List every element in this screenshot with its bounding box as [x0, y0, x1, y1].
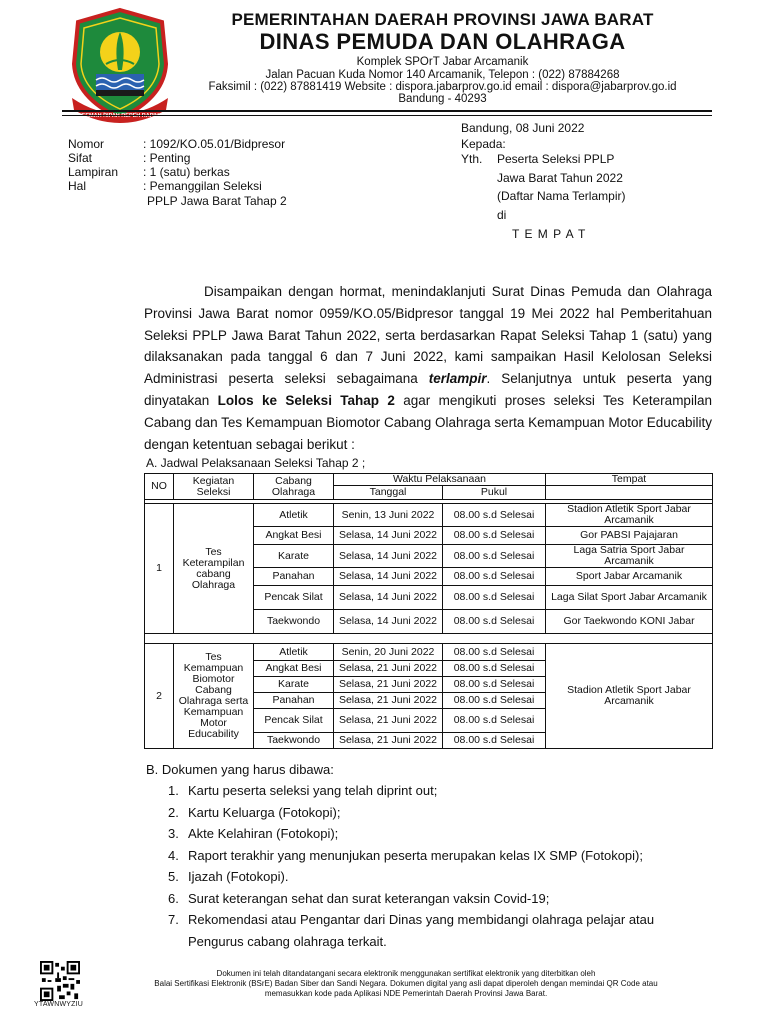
table-row — [145, 644, 713, 661]
qr-code-text: YTAWNWYZIU — [34, 1001, 84, 1008]
cell-tempat: Sport Jabar Arcamanik — [546, 568, 713, 586]
cell-tempat: Gor Taekwondo KONI Jabar — [546, 610, 713, 634]
documents-list — [168, 780, 708, 952]
cell-pukul: 08.00 s.d Selesai — [443, 568, 546, 586]
body-text-1-end: . — [486, 371, 491, 387]
group1-kegiatan: Tes Keterampilan cabang Olahraga — [174, 504, 254, 634]
meta-value-lampiran: : 1 (satu) berkas — [143, 165, 230, 179]
address-line-2: Jalan Pacuan Kuda Nomor 140 Arcamanik, Telepon : (022) 87884268 — [265, 69, 620, 81]
header-waktu: Waktu Pelaksanaan — [334, 474, 546, 486]
address-line-1: Komplek SPOrT Jabar Arcamanik — [356, 56, 529, 68]
letterhead-rule-thick — [62, 110, 712, 112]
document-item-text: Rekomendasi atau Pengantar dari Dinas yang membidangi olahraga pelajar atau — [188, 912, 655, 927]
cell-tanggal: Selasa, 14 Juni 2022 — [334, 586, 443, 610]
recipient-line-1: Peserta Seleksi PPLP — [497, 152, 615, 166]
cell-pukul: 08.00 s.d Selesai — [443, 545, 546, 568]
document-item-text: Raport terakhir yang menunjukan peserta merupakan kelas IX SMP (Fotokopi); — [188, 847, 643, 863]
document-item-text: Ijazah (Fotokopi). — [188, 869, 289, 884]
cell-tanggal: Selasa, 21 Juni 2022 — [334, 661, 443, 677]
recipient-tempat: T E M P A T — [512, 227, 587, 241]
schedule-table — [144, 473, 713, 749]
meta-label-nomor: Nomor — [68, 137, 105, 151]
logo-motto: GEMAH RIPAH REPEH RAPIH — [81, 113, 159, 119]
cell-pukul: 08.00 s.d Selesai — [443, 586, 546, 610]
list-item: 6. Surat keterangan sehat dan surat keterangan vaksin Covid-19; — [168, 890, 550, 906]
list-item: 1. Kartu peserta seleksi yang telah diprint out; — [168, 783, 438, 798]
spacer-row — [145, 634, 713, 644]
header-no: NO — [145, 474, 174, 500]
body-text-2: Selanjutnya untuk peserta yang dinyatakan — [144, 371, 712, 408]
cell-pukul: 08.00 s.d Selesai — [443, 644, 546, 661]
footer-line-2: Balai Sertifikasi Elektronik (BSrE) Badan Siber dan Sandi Negara. Dokumen digital yang asli dapat diperoleh dengan memindai QR Code atau — [154, 979, 658, 988]
recipient-line-3: (Daftar Nama Terlampir) — [497, 189, 626, 203]
letterhead-rule-thin — [62, 115, 712, 116]
meta-value-nomor: : 1092/KO.05.01/Bidpresor — [143, 137, 286, 151]
agency-name: DINAS PEMUDA DAN OLAHRAGA — [259, 29, 626, 54]
cell-tanggal: Selasa, 14 Juni 2022 — [334, 545, 443, 568]
group1-no: 1 — [145, 504, 174, 634]
header-tempat: Tempat — [546, 474, 713, 486]
cell-tempat: Gor PABSI Pajajaran — [546, 527, 713, 545]
footer-line-1: Dokumen ini telah ditandatangani secara elektronik menggunakan sertifikat elektronik yang diterbitkan oleh — [216, 969, 596, 978]
meta-label-hal: Hal — [68, 179, 87, 193]
header-kegiatan: Kegiatan Seleksi — [174, 474, 254, 500]
cell-pukul: 08.00 s.d Selesai — [443, 661, 546, 677]
kepada-label: Kepada: — [461, 137, 506, 151]
header-tanggal: Tanggal — [334, 486, 443, 500]
cell-tanggal: Selasa, 21 Juni 2022 — [334, 677, 443, 693]
list-item: 4. Raport terakhir yang menunjukan peserta merupakan kelas IX SMP (Fotokopi); — [168, 847, 643, 863]
cell-tempat: Stadion Atletik Sport Jabar Arcamanik — [546, 504, 713, 527]
cell-pukul: 08.00 s.d Selesai — [443, 733, 546, 749]
document-item-text: Kartu peserta seleksi yang telah diprint out; — [188, 783, 438, 798]
cell-tempat: Laga Satria Sport Jabar Arcamanik — [546, 545, 713, 568]
meta-label-lampiran: Lampiran — [68, 165, 119, 179]
list-item-continuation: Pengurus cabang olahraga terkait. — [188, 933, 387, 949]
cell-tanggal: Selasa, 14 Juni 2022 — [334, 527, 443, 545]
government-name: PEMERINTAHAN DAERAH PROVINSI JAWA BARAT — [231, 10, 654, 29]
document-item-text: Surat keterangan sehat dan surat keterangan vaksin Covid-19; — [188, 890, 550, 906]
document-item-text: Kartu Keluarga (Fotokopi); — [188, 804, 341, 820]
cell-tanggal: Selasa, 21 Juni 2022 — [334, 733, 443, 749]
list-item: 2. Kartu Keluarga (Fotokopi); — [168, 804, 341, 820]
meta-value-hal-cont: PPLP Jawa Barat Tahap 2 — [147, 194, 287, 208]
letter-date: Bandung, 08 Juni 2022 — [461, 121, 585, 135]
yth-label: Yth. — [461, 152, 483, 166]
cell-cabang: Atletik — [254, 504, 334, 527]
cell-tanggal: Selasa, 21 Juni 2022 — [334, 709, 443, 733]
cell-pukul: 08.00 s.d Selesai — [443, 693, 546, 709]
cell-tanggal: Selasa, 14 Juni 2022 — [334, 610, 443, 634]
group2-kegiatan: Tes Kemampuan Biomotor Cabang Olahraga serta Kemampuan Motor Educability — [174, 644, 254, 749]
document-item-text: Akte Kelahiran (Fotokopi); — [188, 826, 339, 841]
cell-cabang: Panahan — [254, 693, 334, 709]
cell-tanggal: Senin, 20 Juni 2022 — [334, 644, 443, 661]
list-item: 5. Ijazah (Fotokopi). — [168, 869, 289, 884]
cell-cabang: Angkat Besi — [254, 661, 334, 677]
qr-code-icon[interactable] — [40, 961, 80, 1001]
recipient-di: di — [497, 208, 507, 222]
list-item: 3. Akte Kelahiran (Fotokopi); — [168, 826, 339, 841]
footer-line-3: memasukkan kode pada Aplikasi NDE Pemerintah Daerah Provinsi Jawa Barat. — [264, 989, 548, 998]
cell-cabang: Panahan — [254, 568, 334, 586]
meta-value-hal: : Pemanggilan Seleksi — [143, 179, 262, 193]
cell-tanggal: Selasa, 21 Juni 2022 — [334, 693, 443, 709]
list-item: 7. Rekomendasi atau Pengantar dari Dinas yang membidangi olahraga pelajar atau — [168, 912, 655, 927]
cell-cabang: Angkat Besi — [254, 527, 334, 545]
header-tempat-blank — [546, 486, 713, 500]
body-text-terlampir: terlampir — [428, 371, 487, 387]
header-cabang: Cabang Olahraga — [254, 474, 334, 500]
cell-cabang: Karate — [254, 677, 334, 693]
body-text-1: Disampaikan dengan hormat, menindaklanjuti Surat Dinas Pemuda dan Olahraga Provinsi Jawa Barat nomor 0959/KO.05/Bidpresor tanggal 19 Mei 2022 hal Pemberitahuan Seleksi PPLP Jawa Barat Tahun 2022, serta berdasarkan Rapat Seleksi Tahap 1 (satu) yang dilaksanakan pada tanggal 6 dan 7 Juni 2022, kami sampaikan Hasil Kelolosan Seleksi Administrasi peserta seleksi sebagaimana — [144, 284, 712, 387]
cell-pukul: 08.00 s.d Selesai — [443, 527, 546, 545]
cell-pukul: 08.00 s.d Selesai — [443, 709, 546, 733]
group2-no: 2 — [145, 644, 174, 749]
cell-cabang: Karate — [254, 545, 334, 568]
group2-tempat: Stadion Atletik Sport Jabar Arcamanik — [546, 644, 713, 749]
body-paragraph — [144, 281, 712, 455]
header-pukul: Pukul — [443, 486, 546, 500]
cell-cabang: Pencak Silat — [254, 586, 334, 610]
cell-pukul: 08.00 s.d Selesai — [443, 504, 546, 527]
meta-value-sifat: : Penting — [143, 151, 191, 165]
recipient-line-2: Jawa Barat Tahun 2022 — [497, 171, 623, 185]
schedule-title: A. Jadwal Pelaksanaan Seleksi Tahap 2 ; — [146, 456, 366, 470]
cell-cabang: Atletik — [254, 644, 334, 661]
body-text-2-end: agar mengikuti proses seleksi Tes Keterampilan Cabang dan Tes Kemampuan Biomotor Cabang Olahraga serta Kemampuan Motor Educability dengan ketentuan sebagai berikut : — [144, 392, 712, 452]
address-line-3: Faksimil : (022) 87881419 Website : dispora.jabarprov.go.id email : dispora@jabarprov.go.id — [208, 81, 677, 93]
body-text-lolos: Lolos ke Seleksi Tahap 2 — [217, 392, 395, 408]
cell-tanggal: Selasa, 14 Juni 2022 — [334, 568, 443, 586]
west-java-emblem-icon — [66, 6, 174, 124]
address-line-4: Bandung - 40293 — [398, 93, 487, 105]
cell-cabang: Pencak Silat — [254, 709, 334, 733]
cell-pukul: 08.00 s.d Selesai — [443, 677, 546, 693]
table-row — [145, 504, 713, 527]
cell-cabang: Taekwondo — [254, 733, 334, 749]
meta-label-sifat: Sifat — [68, 151, 93, 165]
cell-tanggal: Senin, 13 Juni 2022 — [334, 504, 443, 527]
cell-pukul: 08.00 s.d Selesai — [443, 610, 546, 634]
cell-tempat: Laga Silat Sport Jabar Arcamanik — [546, 586, 713, 610]
documents-title: B. Dokumen yang harus dibawa: — [146, 762, 334, 777]
cell-cabang: Taekwondo — [254, 610, 334, 634]
